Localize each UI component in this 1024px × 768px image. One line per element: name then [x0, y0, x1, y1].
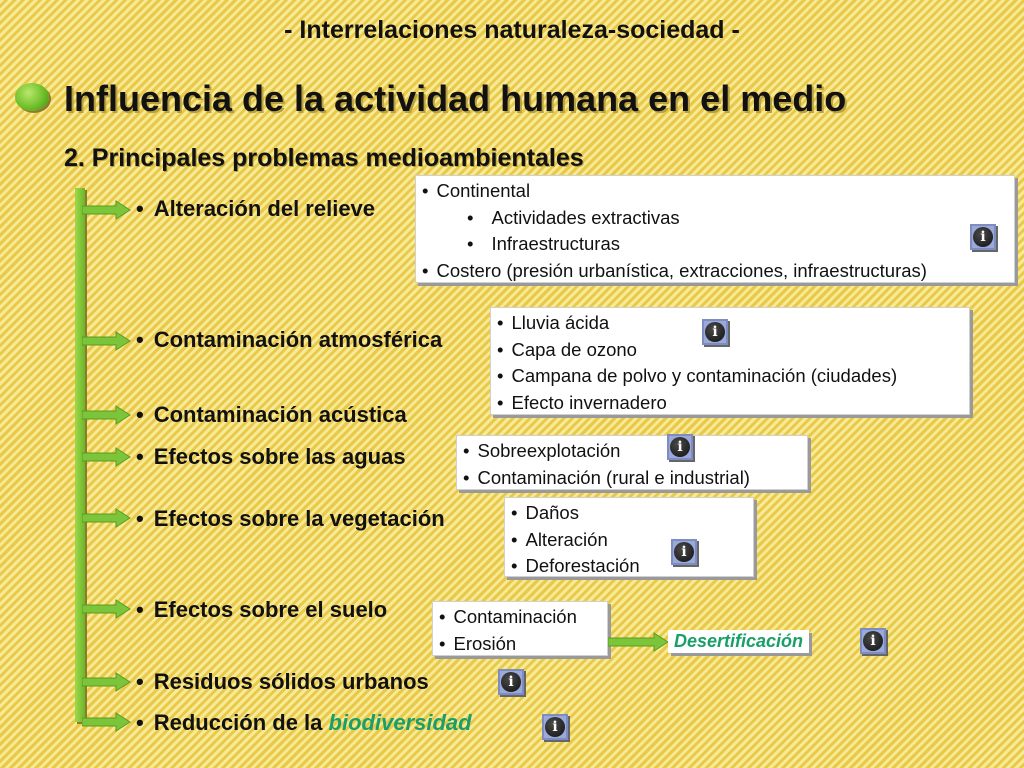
arrow-right-icon: [608, 632, 670, 652]
list-item: • Efecto invernadero: [497, 390, 963, 417]
info-button[interactable]: [970, 224, 996, 250]
list-item: • Capa de ozono: [497, 337, 963, 364]
aguas-detail-box: [456, 435, 808, 490]
info-button[interactable]: [667, 434, 693, 460]
topic-contaminacion-atmosferica: • Contaminación atmosférica: [136, 327, 443, 352]
list-item: • Daños: [511, 500, 747, 527]
branch-arrow-icon: [82, 405, 132, 425]
topic-biodiversidad: • Reducción de la biodiversidad: [136, 710, 472, 735]
vegetacion-detail-box: [504, 497, 754, 577]
topic-efectos-vegetacion: • Efectos sobre la vegetación: [136, 506, 445, 531]
topic-contaminacion-acustica: • Contaminación acústica: [136, 402, 407, 427]
green-bullet-icon: [15, 83, 49, 111]
topic-residuos-solidos: • Residuos sólidos urbanos: [136, 669, 429, 694]
list-item: • Actividades extractivas: [422, 205, 1008, 232]
info-button[interactable]: [542, 714, 568, 740]
list-item: • Infraestructuras: [422, 231, 1008, 258]
list-item: • Sobreexplotación: [463, 438, 801, 465]
biodiversidad-link[interactable]: biodiversidad: [328, 710, 472, 735]
branch-arrow-icon: [82, 599, 132, 619]
list-item: • Contaminación: [439, 604, 601, 631]
branch-arrow-icon: [82, 200, 132, 220]
info-button[interactable]: [702, 319, 728, 345]
branch-arrow-icon: [82, 447, 132, 467]
info-button[interactable]: [498, 669, 524, 695]
suelo-detail-box: [432, 601, 608, 656]
branch-arrow-icon: [82, 508, 132, 528]
branch-arrow-icon: [82, 331, 132, 351]
info-icon: i: [545, 717, 565, 737]
relieve-detail-box: [415, 175, 1015, 283]
list-item: • Contaminación (rural e industrial): [463, 465, 801, 492]
branch-arrow-icon: [82, 712, 132, 732]
list-item: • Continental: [422, 178, 1008, 205]
list-item: • Costero (presión urbanística, extracciones, infraestructuras): [422, 258, 1008, 285]
info-icon: i: [705, 322, 725, 342]
list-item: • Alteración: [511, 527, 747, 554]
list-item: • Deforestación: [511, 553, 747, 580]
info-icon: i: [973, 227, 993, 247]
list-item: • Erosión: [439, 631, 601, 658]
list-item: • Campana de polvo y contaminación (ciudades): [497, 363, 963, 390]
topic-efectos-aguas: • Efectos sobre las aguas: [136, 444, 406, 469]
info-icon: i: [501, 672, 521, 692]
info-button[interactable]: [671, 539, 697, 565]
page-title: Influencia de la actividad humana en el medio: [64, 78, 847, 119]
topic-efectos-suelo: • Efectos sobre el suelo: [136, 597, 388, 622]
info-icon: i: [863, 631, 883, 651]
list-item: • Lluvia ácida: [497, 310, 963, 337]
subtitle: - Interrelaciones naturaleza-sociedad -: [284, 16, 740, 44]
info-icon: i: [674, 542, 694, 562]
info-icon: i: [670, 437, 690, 457]
topic-alteracion-relieve: • Alteración del relieve: [136, 196, 376, 221]
section-heading: 2. Principales problemas medioambientales: [64, 144, 584, 172]
atmosferica-detail-box: [490, 307, 970, 415]
branch-arrow-icon: [82, 672, 132, 692]
desertificacion-link[interactable]: Desertificación: [668, 630, 809, 653]
info-button[interactable]: [860, 628, 886, 654]
